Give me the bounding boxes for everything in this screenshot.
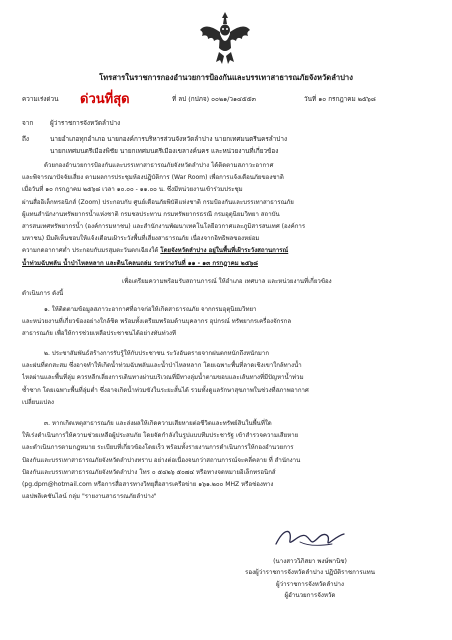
signer-position: รองผู้ว่าราชการจังหวัดลำปาง ปฏิบัติราชการแทน [245,569,375,577]
highlighted-warning: น้ำท่วมฉับพลัน น้ำป่าไหลหลาก และดินโคลนถล่ม ระหว่างวันที่ ๑๑ - ๑๓ กรกฎาคม ๒๕๖๘ [22,259,258,267]
to-value-line1: นายอำเภอทุกอำเภอ นายกองค์การบริหารส่วนจังหวัดลำปาง นายกเทศมนตรีนครลำปาง [50,135,288,143]
signer-name: (นางสาววิภิสยา พงษ์พานิช) [273,558,347,565]
text-line: เพื่อเตรียมความพร้อมรับสถานการณ์ ให้อำเภอ เทศบาล และหน่วยงานที่เกี่ยวข้อง [122,278,332,285]
text-line: ด้วยกองอำนวยการป้องกันและบรรเทาสาธารณภัยจังหวัดลำปาง ได้ติดตามสภาวะอากาศ [44,162,274,169]
item-3 [22,418,430,503]
text-line: และฝนที่ตกสะสม ซึ่งอาจทำให้เกิดน้ำท่วมฉับพลันและน้ำป่าไหลหลาก โดยเฉพาะพื้นที่ลาดเชิงเขาใกล้ทางน้ำ [22,362,302,370]
signature-icon [270,522,350,552]
text-line: และหน่วยงานที่เกี่ยวข้องอย่างใกล้ชิด พร้อมทั้งเตรียมพร้อมด้านบุคลากร อุปกรณ์ ทรัพยากรเครื่องจักรกล [22,318,292,326]
text-line: ป้องกันและบรรเทาสาธารณภัยจังหวัดลำปาง โทร ๐ ๕๔๒๖ ๕๐๗๔ หรือทางจดหมายอิเล็กทรอนิกส์ [22,468,276,476]
text-line: ๑. ให้ติดตามข้อมูลสภาวะอากาศที่อาจก่อให้เกิดสาธารณภัย จากกรมอุตุนิยมวิทยา [44,306,257,313]
text-line: สารสนเทศทรัพยากรน้ำ (องค์การมหาชน) และสำนักงานพัฒนาเทคโนโลยีอวกาศและภูมิสารสนเทศ (องค์การ [22,223,306,231]
highlighted-warning: โดยจังหวัดลำปาง อยู่ในพื้นที่เฝ้าระวังสถานการณ์ [160,247,289,255]
paragraph-1 [22,160,430,270]
text-line: เมื่อวันที่ ๑๐ กรกฎาคม ๒๕๖๘ เวลา ๑๐.๐๐ - ๑๑.๐๐ น. ซึ่งมีหน่วยงานเข้าร่วมประชุม [22,186,243,194]
to-row-2 [22,146,278,156]
text-line: ไหลผ่านและพื้นที่ลุ่ม ควรหลีกเลี่ยงการเดินทางผ่านบริเวณที่มีทางลุ่มน้ำตามขอบและเส้นทางที่มีปัญหาน้ำท่วม [22,374,304,382]
text-line: ๓. หากเกิดเหตุสาธารณภัย และส่งผลให้เกิดความเสียหายต่อชีวิตและทรัพย์สินในพื้นที่ใด [44,420,272,427]
text-line [22,245,430,257]
signer-position: ผู้ว่าราชการจังหวัดลำปาง [275,580,345,588]
to-label: ถึง [22,135,29,143]
text-line: ผู้แทนสำนักงานทรัพยากรน้ำแห่งชาติ กรมชลประทาน กรมทรัพยากรธรณี กรมอุตุนิยมวิทยา สถาบัน [22,210,280,218]
meta-row [22,88,432,108]
text-segment: ความกดอากาศต่ำ ประกอบกับมรสุมตะวันตกเฉียงใต้ [22,247,161,255]
text-line: (pg.dpm@hotmail.com หรือการสื่อสารทางวิทยุสื่อสารเครือข่าย ๑๖๑.๒๐๐ MHZ หรือช่องทาง [22,481,274,489]
to-value-line2: นายกเทศมนตรีเมืองพิชัย นายกเทศมนตรีเมืองเขลางค์นคร และหน่วยงานที่เกี่ยวข้อง [50,147,279,155]
reference-number: ที่ ลป (กปภจ) ๐๐๒๑/ว๑๔๕๕๓ [172,95,256,103]
paragraph-2 [22,276,430,300]
urgency-stamp: ด่วนที่สุด [80,92,130,107]
text-line: ๒. ประชาสัมพันธ์สร้างการรับรู้ให้กับประชาชน ระวังอันตรายจากฝนตกหนักถึงหนักมาก [44,350,270,357]
text-line: และดำเนินการตามกฎหมาย ระเบียบที่เกี่ยวข้องโดยเร็ว พร้อมทั้งรายงานการดำเนินการให้กองอำนวยการ [22,444,294,452]
from-value: ผู้ว่าราชการจังหวัดลำปาง [50,119,121,127]
garuda-emblem-icon [196,8,254,66]
item-1 [22,304,430,341]
from-row [22,118,120,128]
text-line: แอปพลิเคชันไลน์ กลุ่ม "รายงานสาธารณภัยลำปาง" [22,493,157,501]
document-date: วันที่ ๑๐ กรกฎาคม ๒๕๖๘ [304,95,376,103]
text-line: มหาชน) มีมติเห็นชอบให้แจ้งเตือนเฝ้าระวังพื้นที่เสี่ยงสาธารณภัย เนื่องจากอิทธิพลของหย่อม [22,235,260,243]
text-line: เปลี่ยนแปลง [22,398,54,406]
signer-position: ผู้อำนวยการจังหวัด [284,592,336,600]
urgency-label: ความเร่งด่วน [22,95,59,103]
text-line: ซ้ำซาก โดยเฉพาะพื้นที่ลุ่มต่ำ ซึ่งอาจเกิดน้ำท่วมขังในระยะสั้นได้ รวมทั้งดูแลรักษาสุขภาพในช่วงที่สภาพอากาศ [22,386,309,394]
text-line: สาธารณภัย เพื่อให้การช่วยเหลือประชาชนได้อย่างทันท่วงที [22,330,177,338]
text-line: ดำเนินการ ดังนี้ [22,290,64,298]
text-line: ผ่านสื่ออิเล็กทรอนิกส์ (Zoom) ประกอบกับ ศูนย์เตือนภัยพิบัติแห่งชาติ กรมป้องกันและบรรเทาสาธารณภัย [22,198,294,206]
text-line: ให้เร่งดำเนินการให้ความช่วยเหลือผู้ประสบภัย โดยจัดกำลังในรูปแบบทีมประชารัฐ เข้าสำรวจความเสียหาย [22,432,299,440]
text-line: ป้องกันและบรรเทาสาธารณภัยจังหวัดลำปางทราบ อย่างต่อเนื่องจนกว่าสถานการณ์จะคลี่คลาย ที่ สำนักงาน [22,456,301,464]
item-2 [22,348,430,409]
document-title: โทรสารในราชการกองอำนวยการป้องกันและบรรเทาสาธารณภัยจังหวัดลำปาง [99,73,353,82]
signature-block [230,556,390,602]
from-label: จาก [22,119,34,127]
to-row [22,134,287,144]
text-line: และพิจารณาปัจจัยเสี่ยง ตามผลการประชุมห้องปฏิบัติการ (War Room) เพื่อการแจ้งเตือนภัยของชาติ [22,174,284,182]
